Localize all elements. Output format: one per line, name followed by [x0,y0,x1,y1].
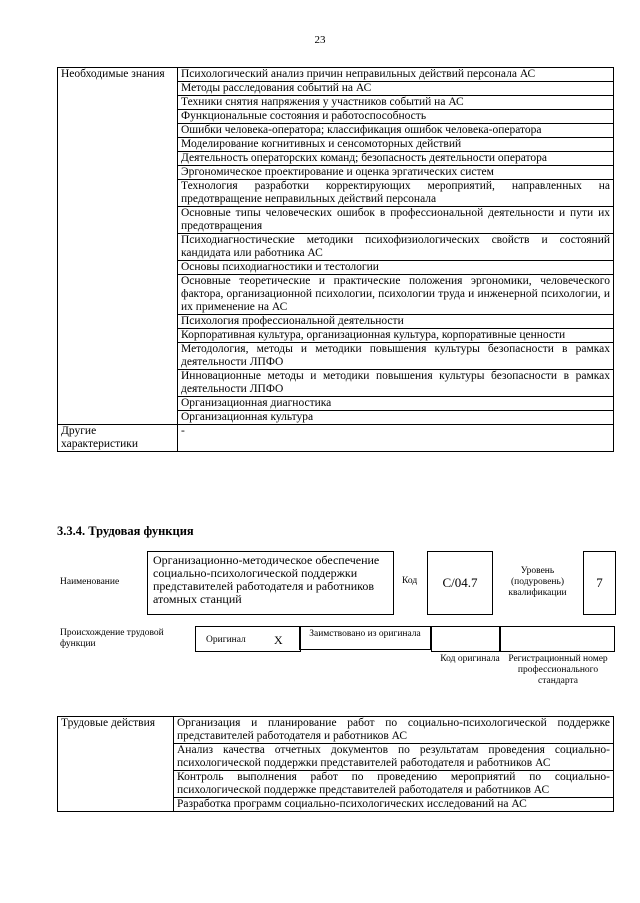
name-label: Наименование [60,577,120,587]
list-item: Психодиагностические методики психофизиологических свойств и состояний кандидата или работника АС [178,234,614,261]
table-row [58,717,614,744]
list-item: Основные типы человеческих ошибок в профессиональной деятельности и пути их предотвращения [178,207,614,234]
origin-label: Происхождение трудовой функции [60,628,164,649]
list-item: Разработка программ социально-психологических исследований на АС [174,798,614,812]
list-item: Анализ качества отчетных документов по результатам проведения социально-психологической поддержки представителей работодателя и работников АС [174,744,614,771]
original-mark: X [274,633,283,647]
list-item: Моделирование когнитивных и сенсомоторных действий [178,138,614,152]
list-item: Ошибки человека-оператора; классификация ошибок человека-оператора [178,124,614,138]
table-row [58,425,614,452]
list-item: Психологический анализ причин неправильных действий персонала АС [178,68,614,82]
list-item: Основные теоретические и практические положения эргономики, человеческого фактора, организационной психологии, психологии труда и инженерной психологии, и их применение на АС [178,275,614,315]
function-name: Организационно-методическое обеспечение социально-психологической поддержки представителей работодателя и работников атомных станций [153,553,380,606]
list-item: Организация и планирование работ по социально-психологической поддержке представителей работодателя и работников АС [174,717,614,744]
original-label: Оригинал [206,635,246,645]
list-item: Организационная диагностика [178,397,614,411]
list-item: Основы психодиагностики и тестологии [178,261,614,275]
function-name-box [147,551,394,615]
list-item: Эргономическое проектирование и оценка эргатических систем [178,166,614,180]
section-title: 3.3.4. Трудовая функция [57,524,194,538]
row-label: Трудовые действия [58,717,174,812]
list-item: Корпоративная культура, организационная культура, корпоративные ценности [178,329,614,343]
list-item: Функциональные состояния и работоспособность [178,110,614,124]
list-item: Контроль выполнения работ по проведению мероприятий по социально-психологической поддержке представителей работодателя и работников АС [174,771,614,798]
function-code: C/04.7 [427,551,493,615]
list-item: Инновационные методы и методики повышения культуры безопасности в рамках деятельности ЛПФО [178,370,614,397]
list-item: Психология профессиональной деятельности [178,315,614,329]
list-item: Организационная культура [178,411,614,425]
actions-table [57,716,614,812]
knowledge-table [57,67,614,452]
list-item: Методология, методы и методики повышения культуры безопасности в рамках деятельности ЛПФО [178,343,614,370]
qualification-level: 7 [583,551,616,615]
table-row [58,68,614,82]
origin-row [195,626,614,652]
list-item: Методы расследования событий на АС [178,82,614,96]
code-original-cell [431,626,501,652]
level-label: Уровень (подуровень) квалификации [508,566,567,598]
row-label: Другие характеристики [58,425,178,452]
row-value: - [178,425,614,452]
code-label: Код [402,576,418,586]
list-item: Техники снятия напряжения у участников событий на АС [178,96,614,110]
borrowed-label: Заимствовано из оригинала [299,626,431,650]
list-item: Деятельность операторских команд; безопасность деятельности оператора [178,152,614,166]
list-item: Технология разработки корректирующих мероприятий, направленных на предотвращение неправильных действий персонала [178,180,614,207]
reg-number-caption: Регистрационный номер профессионального стандарта [508,654,608,686]
page-number: 23 [314,34,326,46]
reg-number-cell [499,626,615,652]
row-label: Необходимые знания [58,68,178,425]
original-cell [195,626,301,652]
code-original-caption: Код оригинала [440,654,500,664]
